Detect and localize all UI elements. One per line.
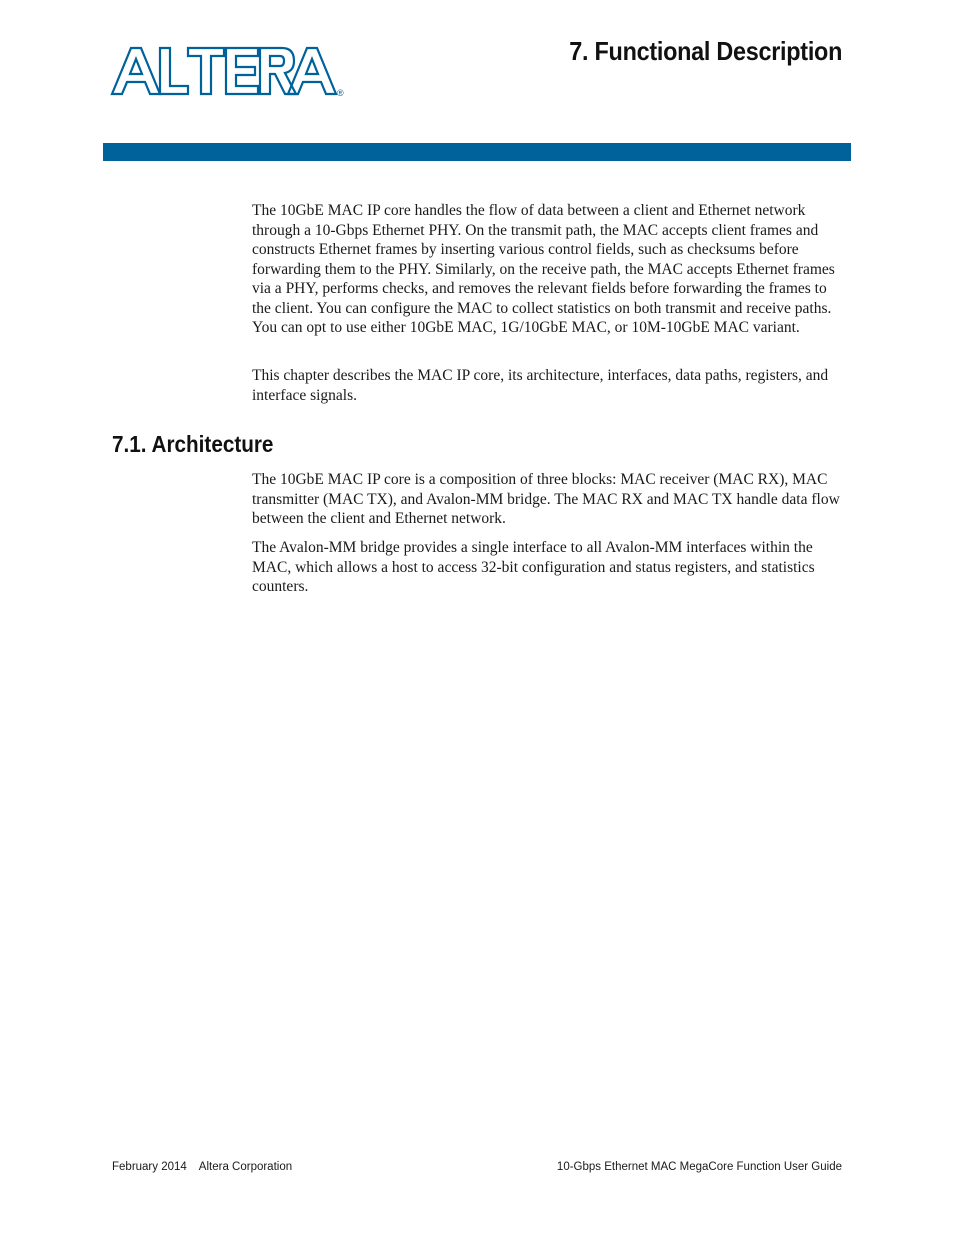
footer-document-title: 10-Gbps Ethernet MAC MegaCore Function User Guide: [556, 1161, 842, 1173]
footer-company: Altera Corporation: [198, 1161, 293, 1173]
architecture-paragraph-1: The 10GbE MAC IP core is a composition of three blocks: MAC receiver (MAC RX), MAC transmitter (MAC TX), and Avalon-MM bridge. The MAC RX and MAC TX handle data flow between the client and Ethernet network.: [252, 471, 840, 527]
registered-mark: ®: [337, 88, 344, 98]
chapter-title: 7. Functional Description: [569, 36, 842, 66]
intro-paragraph-1: The 10GbE MAC IP core handles the flow of data between a client and Ethernet network through a 10-Gbps Ethernet PHY. On the transmit path, the MAC accepts client frames and constructs Ethernet frames by inserting various control fields, such as checksums before forwarding them to the PHY. Similarly, on the receive path, the MAC accepts Ethernet frames via a PHY, performs checks, and removes the relevant fields before forwarding the frames to the client. You can configure the MAC to collect statistics on both transmit and receive paths. You can opt to use either 10GbE MAC, 1G/10GbE MAC, or 10M-10GbE MAC variant.: [252, 202, 835, 336]
intro-paragraph-2: This chapter describes the MAC IP core, its architecture, interfaces, data paths, registers, and interface signals.: [252, 367, 829, 404]
architecture-paragraph-2: The Avalon-MM bridge provides a single interface to all Avalon-MM interfaces within the MAC, which allows a host to access 32-bit configuration and status registers, and statistics counters.: [252, 539, 815, 595]
altera-logo: [110, 44, 350, 100]
section-heading-architecture: 7.1. Architecture: [112, 431, 274, 457]
title-accent-bar: [103, 143, 851, 161]
altera-logo-graphic: [110, 44, 350, 100]
footer-date: February 2014: [112, 1161, 187, 1173]
footer-left: [112, 1161, 292, 1173]
